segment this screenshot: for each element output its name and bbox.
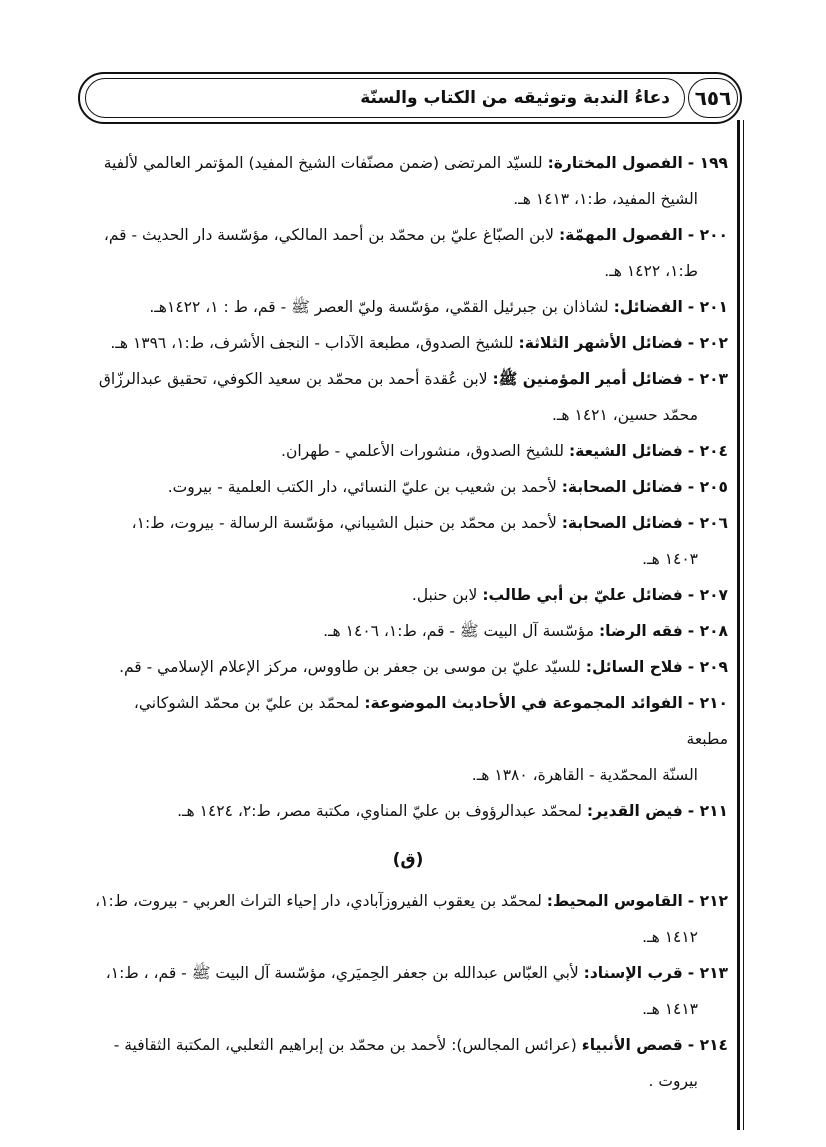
entry-continuation: ١٤١٣ هـ. [642, 1000, 698, 1018]
entry-number: ٢٠٣ - [687, 370, 728, 388]
entry-details: لابن حنبل. [411, 586, 483, 604]
bibliography-entry [88, 1027, 728, 1099]
entry-number: ١٩٩ - [687, 154, 728, 172]
entry-number: ٢٠٠ - [687, 226, 728, 244]
entry-continuation: ١٤٠٣ هـ. [642, 550, 698, 568]
entry-title: فضائل أمير المؤمنين ﷺ: [492, 370, 683, 388]
entry-title: فلاح السائل: [585, 658, 683, 676]
entry-title: فضائل الشيعة: [568, 442, 683, 460]
entry-details: لمحمّد بن يعقوب الفيروزآبادي، دار إحياء التراث العربي - بيروت، ط:١، [95, 892, 547, 910]
entry-continuation: محمّد حسين، ١٤٢١ هـ. [551, 406, 698, 424]
running-title: دعاءُ الندبة وتوثيقه من الكتاب والسنّة [360, 88, 670, 108]
entry-number: ٢٠٥ - [687, 478, 728, 496]
entry-title: الفضائل: [613, 298, 683, 316]
bibliography-entry [88, 469, 728, 505]
entry-number: ٢١٣ - [687, 964, 728, 982]
entry-continuation: السنّة المحمّدية - القاهرة، ١٣٨٠ هـ. [471, 766, 698, 784]
page-number: ٦٥٦ [688, 78, 738, 118]
entry-continuation: بيروت . [648, 1072, 698, 1090]
bibliography-entry [88, 883, 728, 955]
entry-title: الفوائد المجموعة في الأحاديث الموضوعة: [364, 694, 683, 712]
bibliography-entry [88, 577, 728, 613]
entry-number: ٢٠٦ - [687, 514, 728, 532]
bibliography-entry [88, 217, 728, 289]
entry-title: فيض القدير: [586, 802, 683, 820]
entry-details: لمحمّد عبدالرؤوف بن عليّ المناوي، مكتبة مصر، ط:٢، ١٤٢٤ هـ. [177, 802, 587, 820]
bibliography-entry [88, 955, 728, 1027]
bibliography-list-fa [88, 145, 728, 829]
entry-title: الفصول المختارة: [547, 154, 683, 172]
entry-details: لشاذان بن جبرئيل القمّي، مؤسّسة وليّ العصر ﷺ - قم، ط : ١، ١٤٢٢هـ. [149, 298, 614, 316]
entry-details: لمحمّد بن عليّ بن محمّد الشوكاني، مطبعة [133, 694, 728, 748]
entry-details: لأحمد بن محمّد بن حنبل الشيباني، مؤسّسة الرسالة - بيروت، ط:١، [131, 514, 562, 532]
entry-number: ٢٠٧ - [687, 586, 728, 604]
entry-number: ٢٠٨ - [687, 622, 728, 640]
bibliography-entry [88, 325, 728, 361]
entry-number: ٢١١ - [687, 802, 728, 820]
bibliography-entry [88, 505, 728, 577]
entry-title: القاموس المحيط: [546, 892, 683, 910]
bibliography-entry [88, 289, 728, 325]
entry-number: ٢١٤ - [687, 1036, 728, 1054]
entry-title: فضائل عليّ بن أبي طالب: [482, 586, 683, 604]
entry-details: مؤسّسة آل البيت ﷺ - قم، ط:١، ١٤٠٦ هـ. [323, 622, 599, 640]
entry-details: للسيّد عليّ بن موسى بن جعفر بن طاووس، مركز الإعلام الإسلامي - قم. [119, 658, 586, 676]
bibliography-entry [88, 361, 728, 433]
bibliography-entry [88, 433, 728, 469]
entry-title: فضائل الأشهر الثلاثة: [518, 334, 683, 352]
entry-details: للشيخ الصدوق، منشورات الأعلمي - طهران. [281, 442, 569, 460]
entry-continuation: الشيخ المفيد، ط:١، ١٤١٣ هـ. [513, 190, 698, 208]
bibliography-entry [88, 613, 728, 649]
entry-details: للسيّد المرتضى (ضمن مصنّفات الشيخ المفيد) المؤتمر العالمي لألفية [103, 154, 548, 172]
entry-title: فضائل الصحابة: [561, 514, 683, 532]
entry-title: الفصول المهمّة: [558, 226, 683, 244]
entry-number: ٢٠٤ - [687, 442, 728, 460]
entry-title: فضائل الصحابة: [561, 478, 683, 496]
bibliography-entry [88, 793, 728, 829]
bibliography-entry [88, 649, 728, 685]
entry-details: للشيخ الصدوق، مطبعة الآداب - النجف الأشرف، ط:١، ١٣٩٦ هـ. [110, 334, 519, 352]
entry-number: ٢٠٩ - [687, 658, 728, 676]
entry-details: لأبي العبّاس عبدالله بن جعفر الحِميَري، مؤسّسة آل البيت ﷺ - قم، ، ط:١، [105, 964, 584, 982]
margin-rule-thick [737, 120, 740, 1130]
entry-number: ٢٠٢ - [687, 334, 728, 352]
section-letter: (ق) [392, 850, 424, 870]
entry-continuation: ط:١، ١٤٢٢ هـ. [604, 262, 698, 280]
entry-details: (عرائس المجالس): لأحمد بن محمّد بن إبراهيم الثعلبي، المكتبة الثقافية - [113, 1036, 582, 1054]
entry-continuation: ١٤١٢ هـ. [642, 928, 698, 946]
bibliography-list-qaf [88, 883, 728, 1099]
entry-number: ٢١٢ - [687, 892, 728, 910]
entry-details: لأحمد بن شعيب بن عليّ النسائي، دار الكتب العلمية - بيروت. [167, 478, 562, 496]
entry-number: ٢٠١ - [687, 298, 728, 316]
bibliography-entry [88, 145, 728, 217]
bibliography-entry [88, 685, 728, 793]
entry-title: قصص الأنبياء [581, 1036, 683, 1054]
entry-title: فقه الرضا: [598, 622, 683, 640]
entry-details: لابن عُقدة أحمد بن محمّد بن سعيد الكوفي، تحقيق عبدالرزّاق [98, 370, 493, 388]
margin-rule-thin [743, 120, 744, 1130]
entry-number: ٢١٠ - [687, 694, 728, 712]
bibliography [88, 145, 728, 1099]
entry-title: قرب الإسناد: [583, 964, 683, 982]
entry-details: لابن الصبّاغ عليّ بن محمّد بن أحمد المالكي، مؤسّسة دار الحديث - قم، [103, 226, 559, 244]
